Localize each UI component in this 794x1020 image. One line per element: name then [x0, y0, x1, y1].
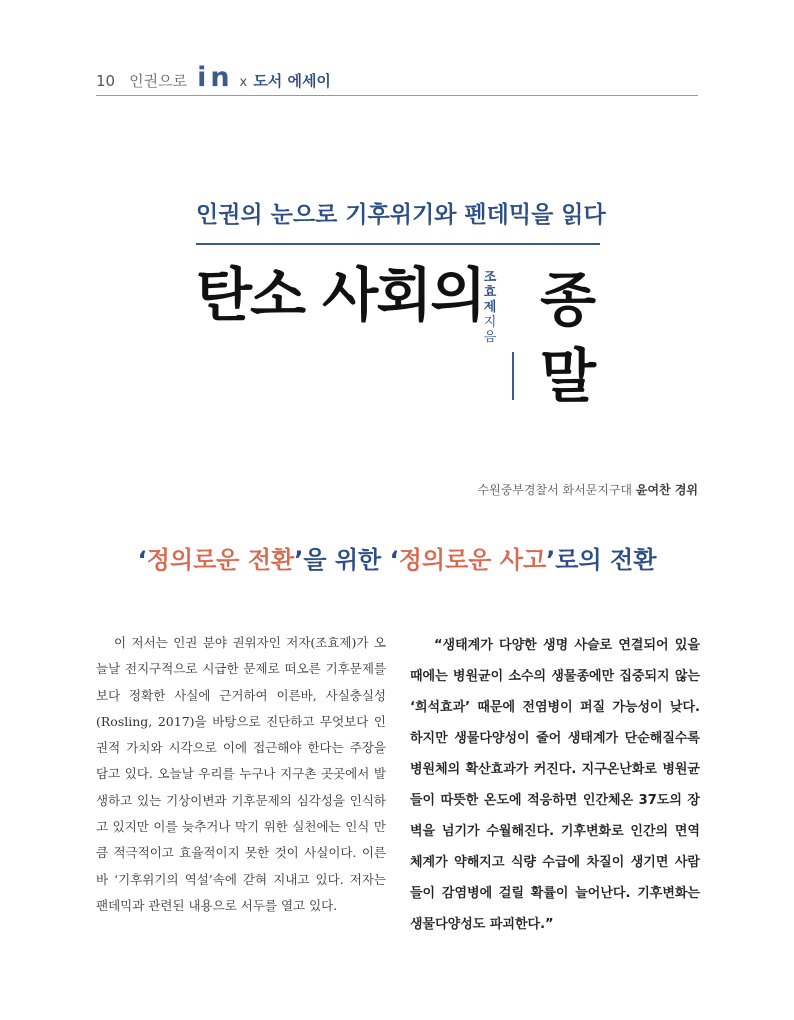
category-label: 도서 에세이 — [253, 72, 331, 90]
page-number: 10 — [96, 72, 116, 90]
headline-accent-2: 정의로운 사고 — [398, 546, 547, 574]
headline-accent-1: 정의로운 전환 — [146, 546, 295, 574]
title-vertical-char: 종 — [540, 266, 597, 334]
in-logo: in — [197, 62, 234, 93]
body-text-left: 이 저서는 인권 분야 권위자인 저자(조효제)가 오늘날 전지구적으로 시급한 문제로 떠오른 기후문제를 보다 정확한 사실에 근거하여 이른바, 사실충실성(Rosling, 2017)을 바탕으로 진단하고 무엇보다 인권적 가치와 시각으로 이에 접근해야 한다는 주장을 담고 있다. 오늘날 우리를 누구나 지구촌 곳곳에서 발생하고 있는 기상이변과 기후문제의 심각성을 인식하고 있지만 이를 늦추거나 막기 위한 실천에는 인식 만큼 적극적이고 효율적이지 못한 것이 사실이다. 이른바 ‘기후위기의 역설’속에 갇혀 지내고 있다. 저자는 팬데믹과 관련된 내용으로 서두를 열고 있다. — [96, 635, 386, 913]
author-char: 효 — [483, 285, 497, 300]
section-label: 인권으로 — [129, 72, 188, 90]
subtitle-divider — [196, 243, 600, 245]
author-credit — [482, 270, 498, 345]
quote-text-right: “생태계가 다양한 생명 사슬로 연결되어 있을 때에는 병원균이 소수의 생물종에만 집중되지 않는 ‘희석효과’ 때문에 전염병이 퍼질 가능성이 낮다. 하지만 생물다양성이 줄어 생태계가 단순해질수록 병원체의 확산효과가 커진다. 지구온난화로 병원균들이 따뜻한 온도에 적응하면 인간체온 37도의 장벽을 넘기가 수월해진다. 기후변화로 인간의 면역체계가 약해지고 식량 수급에 차질이 생기면 사람들이 감염병에 걸릴 확률이 늘어난다. 기후변화는 생물다양성도 파괴한다.” — [410, 638, 700, 932]
title-vertical-divider — [512, 352, 514, 400]
reviewer-name: 윤여찬 경위 — [635, 483, 698, 497]
author-char: 지 — [483, 315, 497, 330]
article-title-vertical — [540, 262, 610, 414]
author-char: 조 — [483, 270, 497, 285]
article-title: 탄소 사회의 — [196, 261, 485, 329]
headline-end: ’로의 전환 — [546, 546, 657, 574]
times-separator: x — [239, 75, 248, 90]
reviewer-credit — [478, 481, 698, 498]
title-vertical-char: 말 — [540, 342, 597, 410]
headline-quote: ‘ — [137, 546, 147, 574]
article-subtitle: 인권의 눈으로 기후위기와 펜데믹을 읽다 — [196, 202, 606, 228]
author-char: 제 — [483, 300, 497, 315]
section-headline — [60, 540, 734, 575]
author-char: 음 — [483, 330, 497, 345]
headline-mid: ’을 위한 ‘ — [294, 546, 399, 574]
page-header — [96, 62, 331, 92]
header-divider — [96, 95, 698, 96]
reviewer-affiliation: 수원중부경찰서 화서문지구대 — [477, 483, 633, 497]
